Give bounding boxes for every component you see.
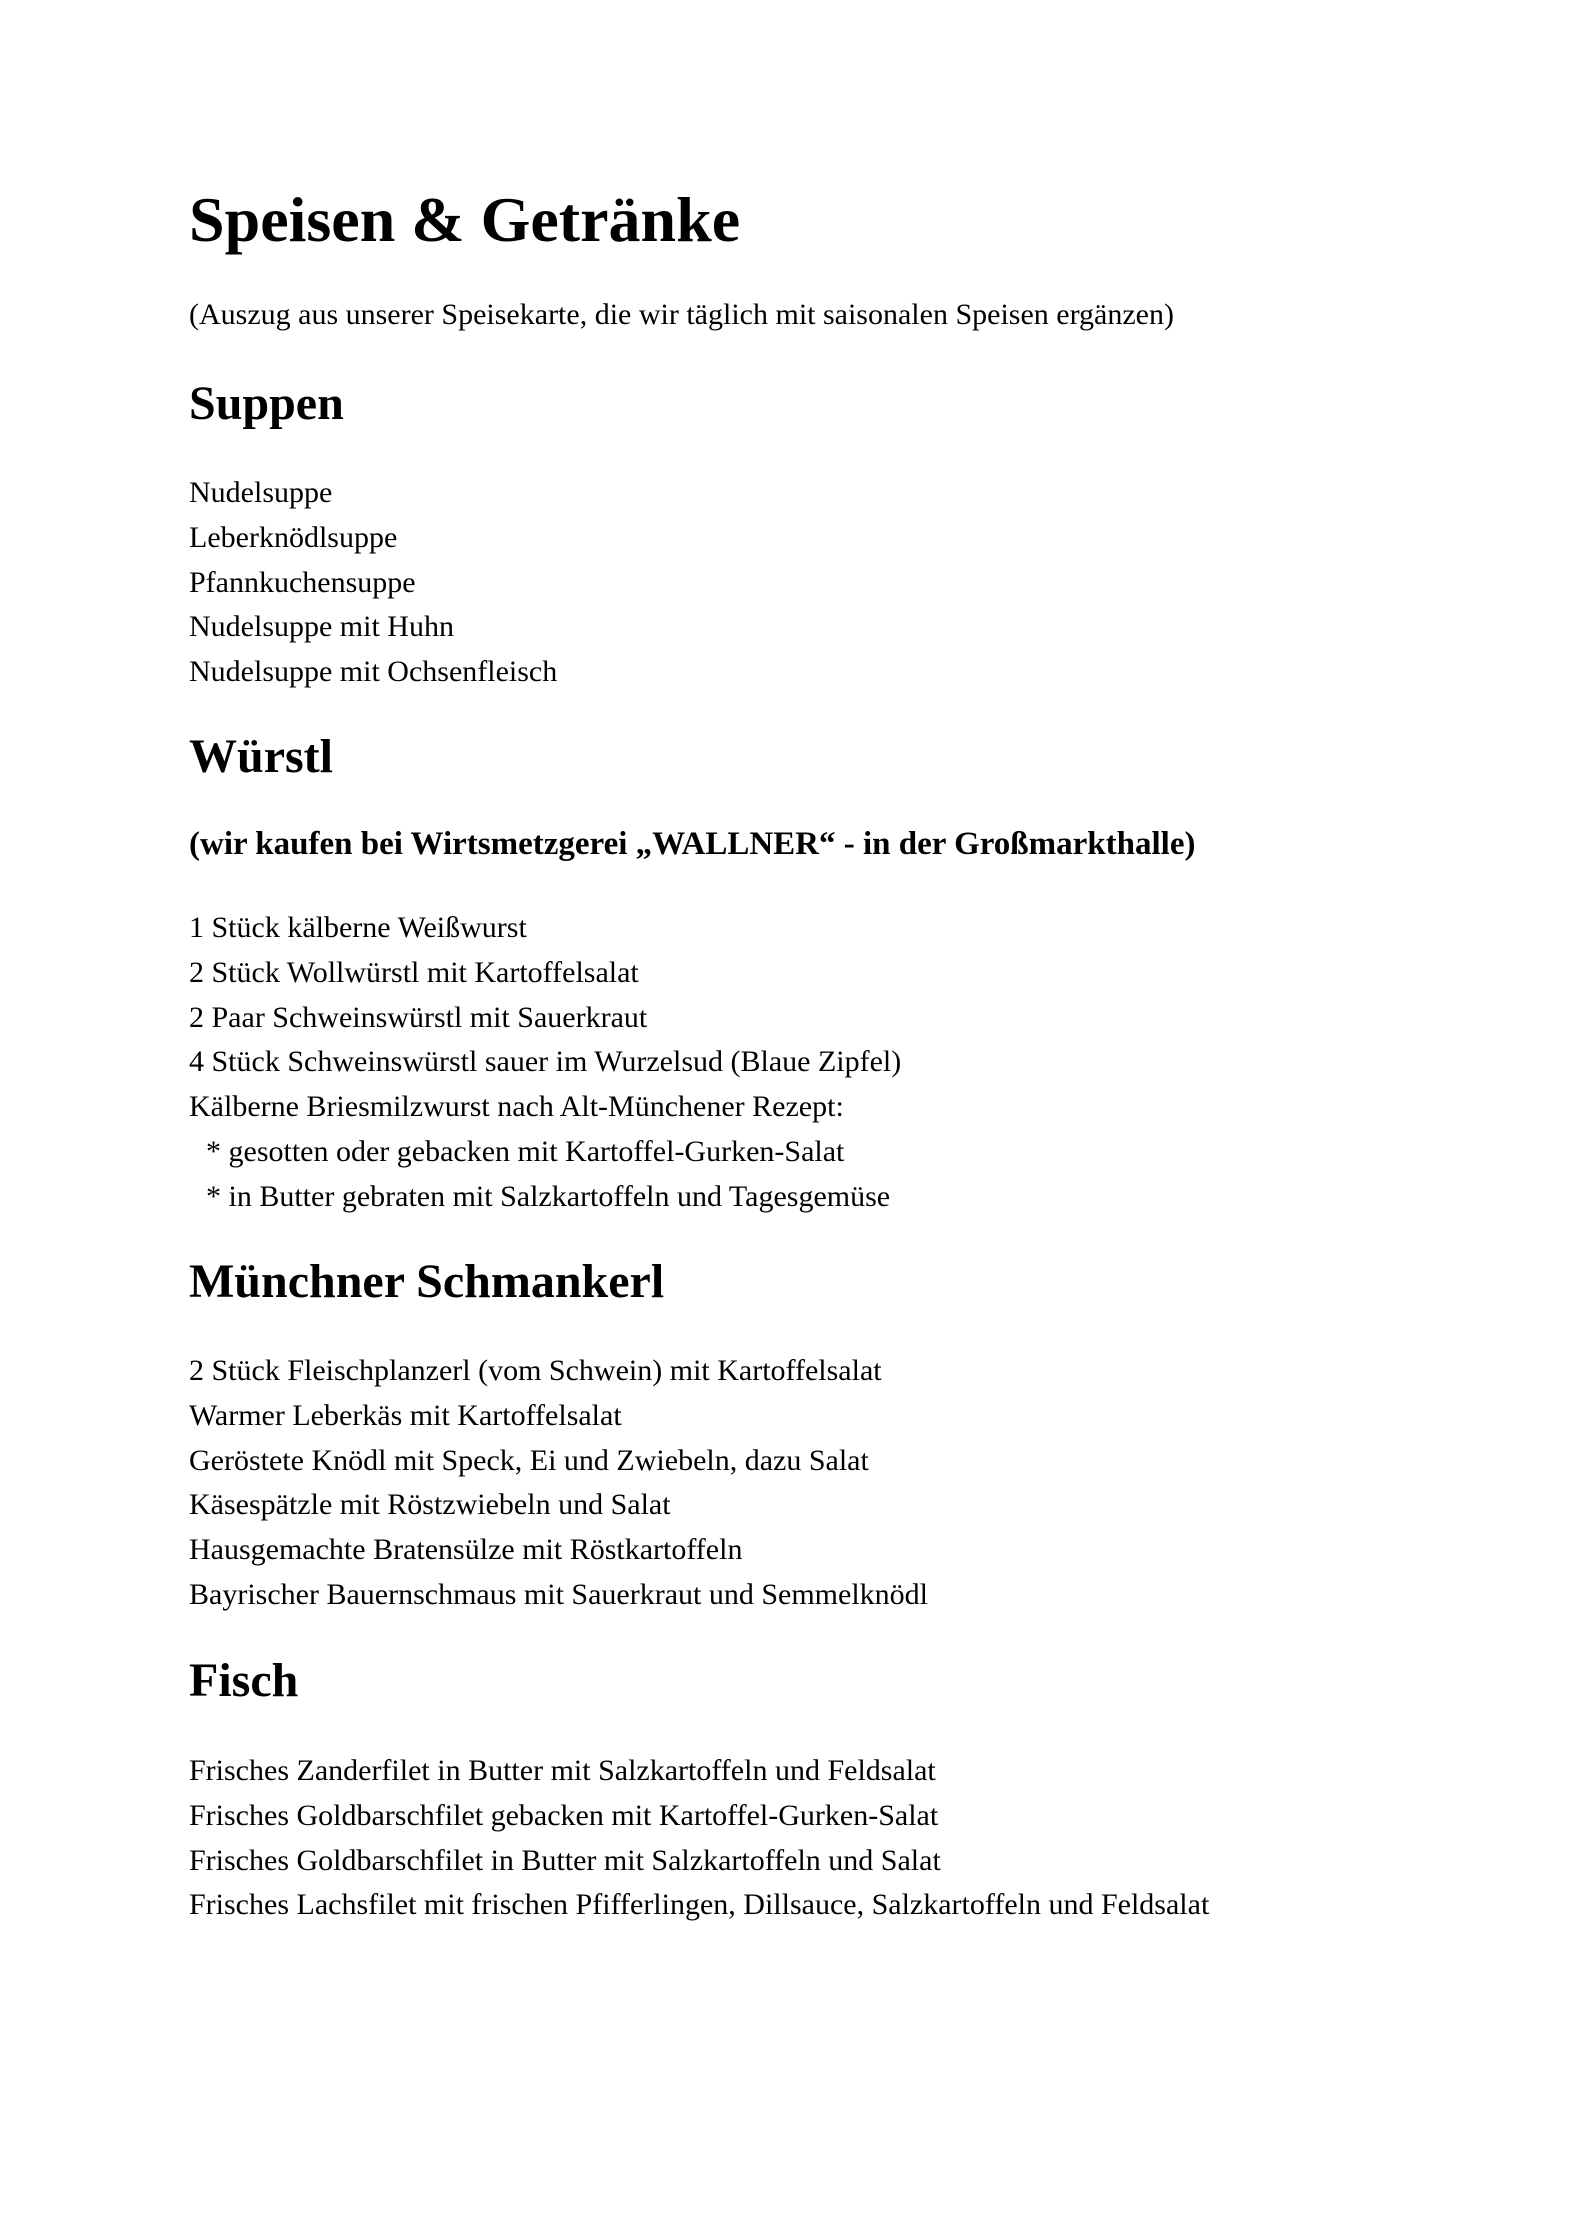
schmankerl-list xyxy=(189,1356,928,1625)
list-item: 2 Stück Wollwürstl mit Kartoffelsalat xyxy=(189,955,639,989)
page-title: Speisen & Getränke xyxy=(189,184,741,255)
section-heading-fisch: Fisch xyxy=(189,1654,299,1707)
list-item: Käsespätzle mit Röstzwiebeln und Salat xyxy=(189,1488,671,1522)
list-subitem: * gesotten oder gebacken mit Kartoffel-Gurken-Salat xyxy=(206,1134,845,1168)
list-item: Frisches Goldbarschfilet in Butter mit Salzkartoffeln und Salat xyxy=(189,1843,941,1877)
section-note-wuerstl: (wir kaufen bei Wirtsmetzgerei „WALLNER“ - in der Großmarkthalle) xyxy=(189,826,1196,862)
list-item: 1 Stück kälberne Weißwurst xyxy=(189,911,527,944)
section-heading-wuerstl: Würstl xyxy=(189,730,333,783)
fisch-list xyxy=(189,1756,1209,1935)
list-item: Kälberne Briesmilzwurst nach Alt-Münchener Rezept: xyxy=(189,1090,844,1124)
list-item: Warmer Leberkäs mit Kartoffelsalat xyxy=(189,1398,622,1432)
list-item: Pfannkuchensuppe xyxy=(189,565,416,599)
list-item: Nudelsuppe xyxy=(189,476,333,509)
list-item: Bayrischer Bauernschmaus mit Sauerkraut und Semmelknödl xyxy=(189,1577,928,1611)
list-item: 2 Stück Fleischplanzerl (vom Schwein) mit Kartoffelsalat xyxy=(189,1354,882,1387)
section-heading-muenchner-schmankerl: Münchner Schmankerl xyxy=(189,1255,665,1308)
wuerstl-list xyxy=(189,913,901,1227)
list-item: 4 Stück Schweinswürstl sauer im Wurzelsud (Blaue Zipfel) xyxy=(189,1045,902,1079)
suppen-list xyxy=(189,478,557,702)
list-item: Geröstete Knödl mit Speck, Ei und Zwiebeln, dazu Salat xyxy=(189,1443,869,1477)
list-item: Leberknödlsuppe xyxy=(189,520,398,554)
page-subtitle: (Auszug aus unserer Speisekarte, die wir täglich mit saisonalen Speisen ergänzen) xyxy=(189,298,1174,331)
list-item: Nudelsuppe mit Huhn xyxy=(189,610,454,644)
section-heading-suppen: Suppen xyxy=(189,377,344,430)
list-subitem: * in Butter gebraten mit Salzkartoffeln und Tagesgemüse xyxy=(206,1179,891,1213)
list-item: Nudelsuppe mit Ochsenfleisch xyxy=(189,655,558,689)
list-item: Frisches Lachsfilet mit frischen Pfifferlingen, Dillsauce, Salzkartoffeln und Feldsalat xyxy=(189,1888,1210,1922)
list-item: Frisches Zanderfilet in Butter mit Salzkartoffeln und Feldsalat xyxy=(189,1754,936,1787)
list-item: Hausgemachte Bratensülze mit Röstkartoffeln xyxy=(189,1533,743,1567)
list-item: 2 Paar Schweinswürstl mit Sauerkraut xyxy=(189,1000,648,1034)
list-item: Frisches Goldbarschfilet gebacken mit Kartoffel-Gurken-Salat xyxy=(189,1798,939,1832)
